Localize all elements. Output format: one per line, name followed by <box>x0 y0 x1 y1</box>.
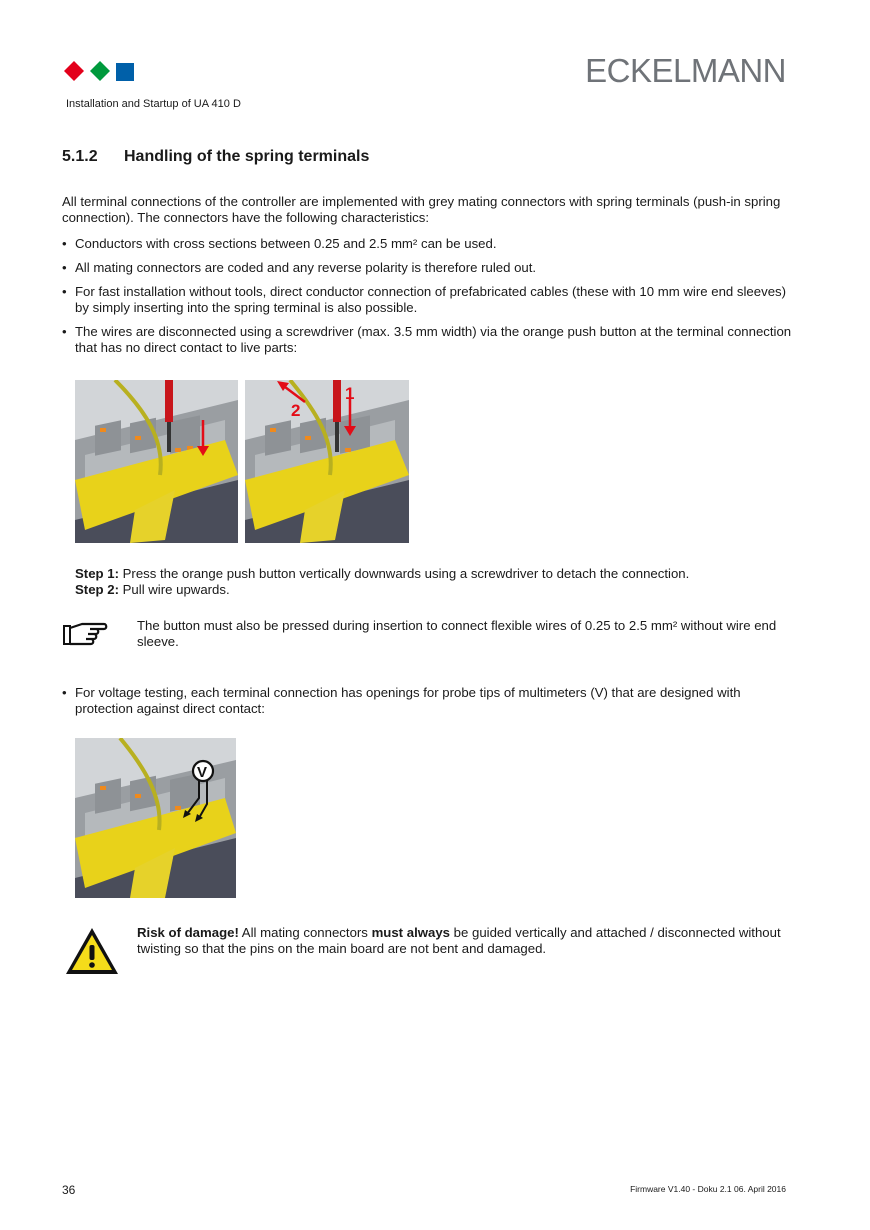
warning-text-part: be guided vertically and attached / disconnected without twisting so that the pins on the main board are not bent and damaged. <box>137 925 781 956</box>
voltage-testing-list <box>62 685 792 725</box>
terminal-photo-step2 <box>245 380 409 543</box>
list-item: • Conductors with cross sections between 0.25 and 2.5 mm² can be used. <box>62 236 792 252</box>
step1-label: Step 1: <box>75 566 119 581</box>
list-item: • For voltage testing, each terminal connection has openings for probe tips of multimeters (V) that are designed with protection against direct contact: <box>62 685 792 717</box>
warning-text-part: All mating connectors <box>238 925 372 940</box>
pointing-hand-icon <box>62 620 108 648</box>
eckelmann-logo-squares <box>64 59 136 83</box>
characteristics-list <box>62 236 792 364</box>
warning-lead: Risk of damage! <box>137 925 239 940</box>
note-text: The button must also be pressed during insertion to connect flexible wires of 0.25 to 2.5 mm² without wire end sleeve. <box>137 618 777 649</box>
list-item: • The wires are disconnected using a screwdriver (max. 3.5 mm width) via the orange push button at the terminal connection that has no direct contact to live parts: <box>62 324 792 356</box>
intro-paragraph: All terminal connections of the controller are implemented with grey mating connectors with spring terminals (push-in spring connection). The connectors have the following characteristics: <box>62 194 781 225</box>
warning-text <box>137 925 793 957</box>
terminal-photo-voltage-test <box>75 738 236 898</box>
warning-triangle-icon <box>64 926 120 976</box>
steps-block <box>75 566 795 598</box>
voltmeter-label: V <box>197 764 208 781</box>
step2-text: Pull wire upwards. <box>118 582 230 597</box>
list-item: • All mating connectors are coded and any reverse polarity is therefore ruled out. <box>62 260 792 276</box>
warning-emphasis: must always <box>371 925 450 940</box>
page-number: 36 <box>62 1183 76 1197</box>
footer-version: Firmware V1.40 - Doku 2.1 06. April 2016 <box>630 1184 786 1194</box>
step2-label: Step 2: <box>75 582 119 597</box>
section-number: 5.1.2 <box>62 148 98 165</box>
list-item: • For fast installation without tools, direct conductor connection of prefabricated cables (these with 10 mm wire end sleeves) by simply inserting into the spring terminal is also possible. <box>62 284 792 316</box>
document-subtitle: Installation and Startup of UA 410 D <box>66 98 241 110</box>
section-title: Handling of the spring terminals <box>124 148 370 165</box>
photo-label-1: 1 <box>345 384 355 403</box>
photo-label-2: 2 <box>291 401 301 420</box>
section-heading <box>62 148 369 166</box>
brand-logo-text: ECKELMANN <box>585 52 786 89</box>
terminal-photo-step1 <box>75 380 238 543</box>
step1-text: Press the orange push button vertically downwards using a screwdriver to detach the connection. <box>118 566 690 581</box>
